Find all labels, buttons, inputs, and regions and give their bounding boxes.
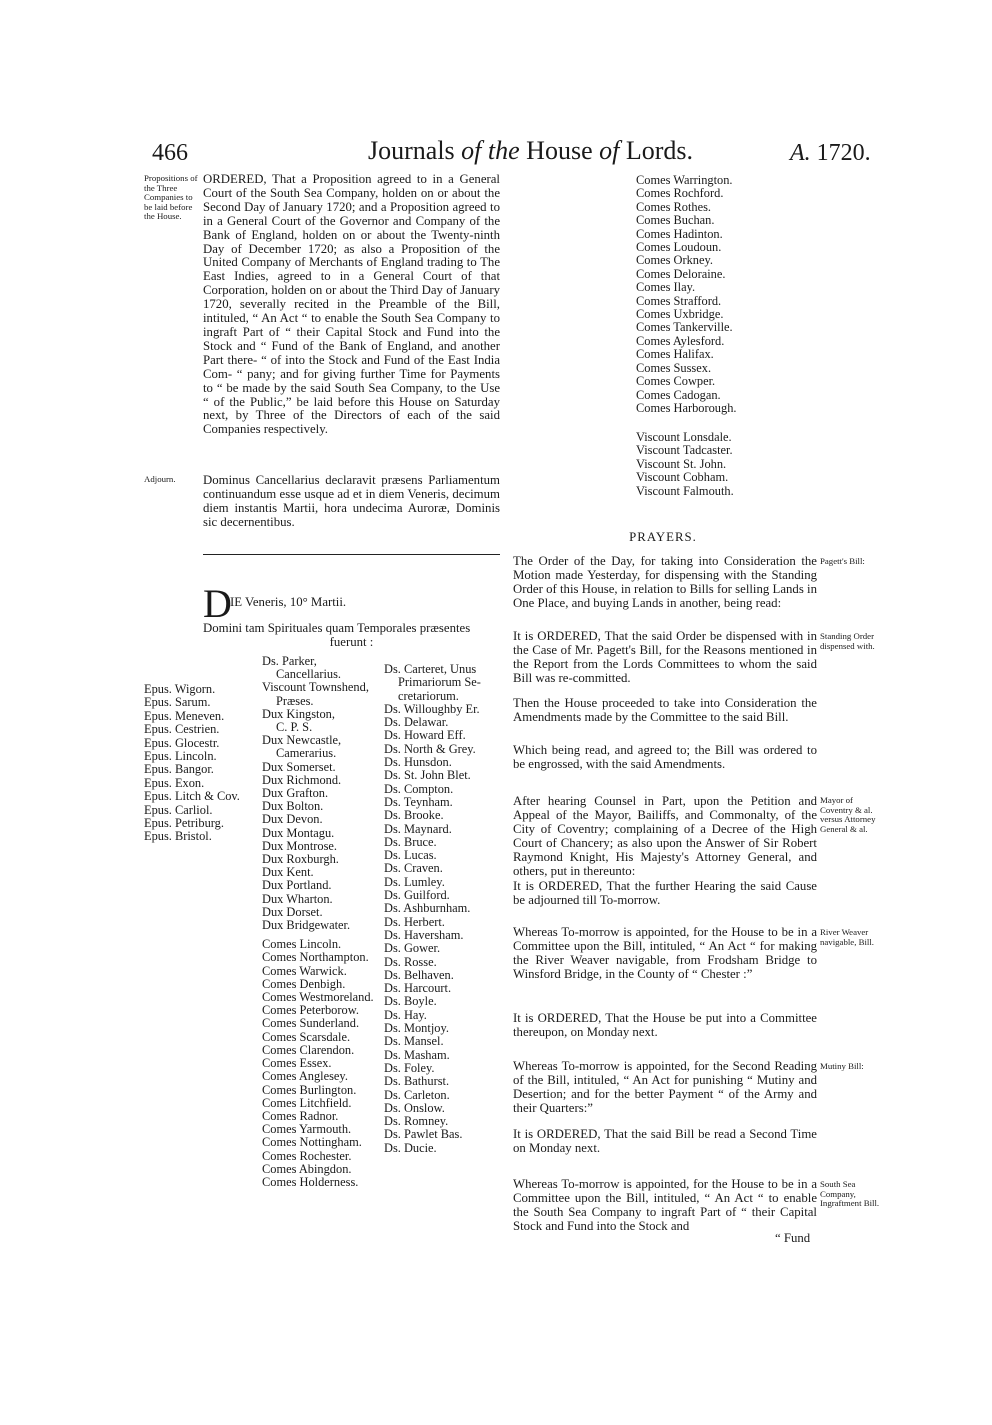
page-year: [790, 140, 871, 167]
list-item: Comes Anglesey.: [262, 1069, 348, 1084]
list-item: Epus. Bangor.: [144, 762, 214, 777]
list-item: Ds. Ashburnham.: [384, 901, 471, 916]
list-item: Ds. Carleton.: [384, 1087, 450, 1102]
list-item: Epus. Lincoln.: [144, 749, 217, 764]
list-item: Epus. Sarum.: [144, 695, 211, 710]
list-item: Ds. Compton.: [384, 781, 454, 796]
list-item: Comes Warwick.: [262, 963, 347, 978]
list-item: Comes Uxbridge.: [636, 307, 724, 322]
list-item: Ds. Boyle.: [384, 994, 437, 1009]
list-item: Comes Litchfield.: [262, 1095, 352, 1110]
list-item: Ds. Mansel.: [384, 1034, 444, 1049]
list-item: Comes Loudoun.: [636, 240, 722, 255]
list-item: Comes Burlington.: [262, 1082, 357, 1097]
list-item: Dux Montrose.: [262, 838, 338, 853]
list-item: Dux Devon.: [262, 812, 323, 827]
margin-note: Mutiny Bill:: [820, 1061, 864, 1071]
list-item: Ds. Masham.: [384, 1047, 450, 1062]
paragraph-text: Dominus Cancellarius declaravit præsens Parliamentum continuandum esse usque ad et in diem Veneris, decimum diem instantis Martii, hora undecima Auroræ, Dominis sic decernentibus.: [203, 473, 500, 529]
list-item: Comes Cowper.: [636, 374, 716, 389]
list-item: Comes Deloraine.: [636, 266, 726, 281]
section-heading: PRAYERS.: [629, 530, 697, 544]
margin-note: Pagett's Bill:: [820, 556, 865, 566]
list-item: Comes Peterborow.: [262, 1003, 359, 1018]
list-item: Ds. Rosse.: [384, 954, 437, 969]
list-item: Comes Warrington.: [636, 173, 733, 187]
list-item: Comes Strafford.: [636, 293, 722, 308]
list-item: Dux Grafton.: [262, 786, 329, 801]
list-item: Comes Aylesford.: [636, 333, 725, 348]
list-item: cretariorum.: [398, 688, 459, 703]
paragraph: Whereas To-morrow is appointed, for the House to be in a Committee upon the Bill, intituled, “ An Act “ for making the River Weaver navigable, from Frodsham Bridge to Winsford Bridge, in the County of “ Chester :”: [513, 925, 817, 981]
list-item: Viscount St. John.: [636, 456, 727, 471]
list-item: Ds. North & Grey.: [384, 741, 476, 756]
list-item: Epus. Glocestr.: [144, 735, 220, 750]
comes-list: [636, 174, 816, 415]
paragraph: It is ORDERED, That the further Hearing the said Cause be adjourned till To-morrow.: [513, 879, 817, 907]
order-paragraph: [203, 173, 500, 437]
list-item: Camerarius.: [276, 746, 337, 761]
list-item: Comes Abingdon.: [262, 1161, 352, 1176]
list-item: Dux Richmond.: [262, 772, 342, 787]
list-item: Epus. Exon.: [144, 775, 205, 790]
list-item: Ds. Hunsdon.: [384, 755, 452, 770]
list-item: Epus. Carliol.: [144, 802, 213, 817]
list-item: Ds. Brooke.: [384, 808, 444, 823]
list-item: Comes Clarendon.: [262, 1042, 355, 1057]
list-item: Comes Tankerville.: [636, 320, 733, 335]
adjourn-paragraph: [203, 474, 500, 530]
paragraph: Whereas To-morrow is appointed, for the House to be in a Committee upon the Bill, intituled, “ An Act “ to enable the South Sea Company to ingraft Part of “ their Capital Stock and Fund into the Stock and: [513, 1177, 817, 1233]
list-item: Ds. Onslow.: [384, 1100, 445, 1115]
list-item: Ds. Herbert.: [384, 914, 445, 929]
list-item: Ds. Guilford.: [384, 888, 450, 903]
viscount-list: [636, 431, 816, 498]
list-item: Dux Bolton.: [262, 799, 324, 814]
list-item: Comes Cadogan.: [636, 387, 721, 402]
list-item: Comes Sussex.: [636, 360, 712, 375]
list-item: Viscount Tadcaster.: [636, 443, 733, 458]
paragraph-text: ORDERED, That a Proposition agreed to in a General Court of the South Sea Company, holden on or about the Second Day of January 1720; and a Proposition agreed to in a General Court of the Governor and Company of the Bank of England, holden on or about the Twenty-ninth Day of December 1720; as also a Proposition of the United Company of Merchants of England trading to The East Indies, agreed to in a General Court of that Corporation, holden on or about the Third Day of January 1720, severally recited in the Preamble of the Bill, intituled, “ An Act “ to enable the South Sea Company to ingraft Part of “ their Capital Stock and Fund into the Stock and “ Fund of the Bank of England, and another Part there- “ of into the Stock and Fund of the East India Com- “ pany; and for giving further Time for Payments to “ be made by the said South Sea Company, to the Use “ of the Public,” be laid before this House on Saturday next, by Three of the Directors of each of the said Companies respectively.: [203, 172, 500, 437]
list-item: Ds. Gower.: [384, 941, 441, 956]
list-item: Comes Harborough.: [636, 400, 737, 415]
title-part: of the: [461, 136, 520, 165]
year-letter: A.: [790, 140, 811, 166]
list-item: Ds. Hay.: [384, 1007, 427, 1022]
list-item: Comes Rothes.: [636, 199, 712, 214]
list-item: Dux Kingston,: [262, 706, 335, 721]
list-item: Comes Nottingham.: [262, 1135, 362, 1150]
page-number: 466: [152, 140, 188, 166]
paragraph: It is ORDERED, That the said Order be dispensed with in the Case of Mr. Pagett's Bill, for the Reasons mentioned in the Report from the Lords Committees to whom the said Bill was re-committed.: [513, 629, 817, 685]
middle-lords-list: [262, 655, 382, 1189]
list-item: Epus. Cestrien.: [144, 722, 220, 737]
list-item: Comes Sunderland.: [262, 1016, 360, 1031]
list-item: Viscount Cobham.: [636, 470, 729, 485]
list-item: Ds. Foley.: [384, 1060, 435, 1075]
list-item: Ds. Montjoy.: [384, 1021, 449, 1036]
list-item: Comes Buchan.: [636, 213, 715, 228]
title-part: Journals: [368, 136, 462, 165]
list-item: Epus. Wigorn.: [144, 682, 216, 696]
margin-note: South Sea Company, Ingraftment Bill.: [820, 1179, 880, 1209]
list-item: Epus. Petriburg.: [144, 816, 224, 831]
margin-note: Adjourn.: [144, 474, 176, 484]
list-item: Dux Portland.: [262, 878, 332, 893]
list-item: Epus. Meneven.: [144, 708, 225, 723]
list-item: Dux Montagu.: [262, 825, 335, 840]
list-item: Ds. Romney.: [384, 1114, 449, 1129]
list-item: Comes Lincoln.: [262, 937, 342, 952]
paragraph: After hearing Counsel in Part, upon the Petition and Appeal of the Mayor, Bailiffs, and Commonalty, of the City of Coventry; complaining of a Decree of the High Court of Chancery; as also upon the Answer of Sir Robert Raymond Knight, His Majesty's Attorney General, and others, put in thereunto:: [513, 794, 817, 878]
list-item: Viscount Lonsdale.: [636, 430, 732, 444]
list-item: Comes Yarmouth.: [262, 1122, 352, 1137]
paragraph: The Order of the Day, for taking into Consideration the Motion made Yesterday, for dispensing with the Standing Order of this House, in relation to Bills for selling Lands in One Place, and buying Lands in another, being read:: [513, 554, 817, 610]
date-line: IE Veneris, 10° Martii.: [230, 595, 347, 609]
bishops-list: [144, 683, 259, 844]
right-lords-list: [384, 663, 502, 1155]
list-item: Ds. Maynard.: [384, 821, 452, 836]
list-item: Comes Rochford.: [636, 186, 724, 201]
list-item: Epus. Litch & Cov.: [144, 789, 240, 804]
list-item: Præses.: [276, 693, 314, 708]
list-item: Ds. Haversham.: [384, 927, 464, 942]
list-item: Ds. Bathurst.: [384, 1074, 450, 1089]
list-item: Ds. Lumley.: [384, 874, 445, 889]
paragraph: Which being read, and agreed to; the Bill was ordered to be engrossed, with the said Amendments.: [513, 743, 817, 771]
list-item: Ds. Carteret, Unus: [384, 662, 477, 676]
list-item: Dux Newcastle,: [262, 733, 342, 748]
list-item: Dux Bridgewater.: [262, 918, 351, 933]
list-item: Dux Somerset.: [262, 759, 336, 774]
list-item: Dux Kent.: [262, 865, 314, 880]
list-item: Epus. Bristol.: [144, 829, 212, 844]
drop-cap: D: [203, 581, 232, 626]
list-item: Ds. Howard Eff.: [384, 728, 466, 743]
list-item: Comes Rochester.: [262, 1148, 352, 1163]
list-item: Ds. Lucas.: [384, 848, 437, 863]
catchword: “ Fund: [775, 1231, 811, 1245]
margin-note: Mayor of Coventry & al. versus Attorney General & al.: [820, 795, 876, 834]
year-number: 1720.: [816, 140, 871, 166]
list-item: Comes Northampton.: [262, 950, 369, 965]
title-part: of: [599, 136, 620, 165]
list-item: Ds. Teynham.: [384, 794, 453, 809]
paragraph: It is ORDERED, That the said Bill be read a Second Time on Monday next.: [513, 1127, 817, 1155]
list-item: Ds. Pawlet Bas.: [384, 1127, 463, 1142]
list-item: Comes Radnor.: [262, 1108, 339, 1123]
list-item: Viscount Townshend,: [262, 680, 369, 695]
list-item: Comes Orkney.: [636, 253, 713, 268]
margin-note: Propositions of the Three Companies to be laid before the House.: [144, 173, 198, 222]
list-item: Viscount Falmouth.: [636, 483, 734, 498]
list-item: Dux Roxburgh.: [262, 852, 339, 867]
list-item: Primariorum Se-: [398, 675, 481, 690]
present-line: Domini tam Spirituales quam Temporales præsentes: [203, 621, 471, 635]
list-item: Ds. Delawar.: [384, 715, 449, 730]
list-item: Comes Essex.: [262, 1056, 332, 1071]
title-part: House: [519, 136, 600, 165]
margin-note: River Weaver navigable, Bill.: [820, 927, 874, 947]
list-item: Comes Hadinton.: [636, 226, 723, 241]
list-item: Ds. Willoughby Er.: [384, 701, 480, 716]
list-item: Ds. St. John Blet.: [384, 768, 471, 783]
list-item: Comes Holderness.: [262, 1174, 359, 1189]
title-part: Lords.: [619, 136, 694, 165]
list-item: Dux Dorset.: [262, 904, 323, 919]
list-item: Ds. Harcourt.: [384, 981, 452, 996]
list-item: C. P. S.: [276, 720, 313, 735]
page-title: [368, 136, 693, 166]
present-line: fuerunt :: [329, 635, 374, 649]
list-item: Comes Westmoreland.: [262, 990, 374, 1005]
list-item: Comes Ilay.: [636, 280, 696, 295]
list-item: Cancellarius.: [276, 667, 342, 682]
list-item: Ds. Ducie.: [384, 1140, 437, 1155]
paragraph: Whereas To-morrow is appointed, for the Second Reading of the Bill, intituled, “ An Act for punishing “ Mutiny and Desertion; and for the better Payment “ of the Army and their Quarters:”: [513, 1059, 817, 1115]
list-item: Ds. Parker,: [262, 654, 317, 668]
list-item: Dux Wharton.: [262, 891, 333, 906]
list-item: Ds. Bruce.: [384, 834, 437, 849]
margin-note: Standing Order dispensed with.: [820, 631, 875, 651]
list-item: Comes Scarsdale.: [262, 1029, 351, 1044]
list-item: Ds. Craven.: [384, 861, 443, 876]
paragraph: Then the House proceeded to take into Consideration the Amendments made by the Committee to the said Bill.: [513, 696, 817, 724]
paragraph: It is ORDERED, That the House be put into a Committee thereupon, on Monday next.: [513, 1011, 817, 1039]
list-item: Comes Denbigh.: [262, 976, 346, 991]
list-item: Comes Halifax.: [636, 347, 714, 362]
list-item: Ds. Belhaven.: [384, 967, 454, 982]
section-divider: [203, 554, 500, 555]
